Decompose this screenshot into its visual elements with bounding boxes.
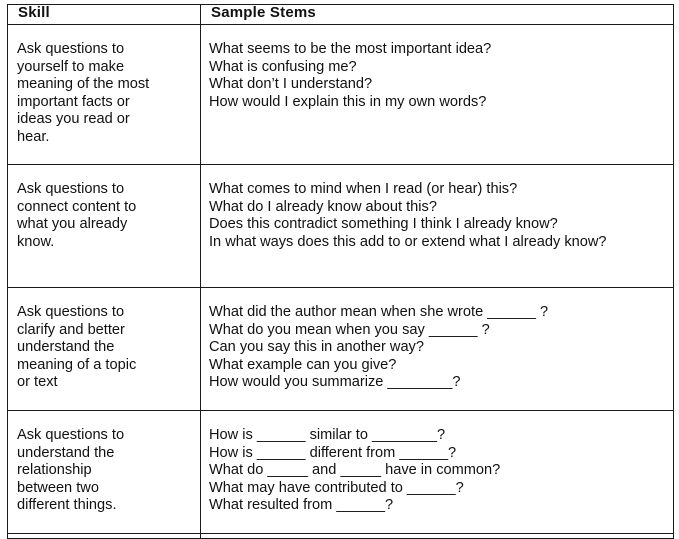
stem-line: How would you summarize ________?: [209, 374, 461, 391]
stem-line: What don’t I understand?: [209, 76, 373, 93]
stem-line: What is confusing me?: [209, 58, 357, 75]
table-row: [8, 165, 674, 288]
stem-line: How is ______ different from ______?: [209, 444, 457, 461]
table-header-row: [8, 5, 674, 25]
skill-cell: [8, 288, 201, 411]
skill-cell: [8, 25, 201, 165]
stem-line: What resulted from ______?: [209, 497, 394, 514]
stem-line: In what ways does this add to or extend what I already know?: [209, 233, 607, 250]
stem-line: What do _____ and _____ have in common?: [209, 462, 501, 479]
header-sample-stems: Sample Stems: [201, 5, 674, 25]
stem-line: Does this contradict something I think I already know?: [209, 216, 558, 233]
skill-cell: [8, 411, 201, 534]
header-skill: Skill: [8, 5, 201, 25]
stems-cell: [201, 25, 674, 165]
stem-line: What may have contributed to ______?: [209, 479, 464, 496]
stem-line: What seems to be the most important idea?: [209, 41, 492, 57]
skill-text: Ask questions to connect content to what you already know.: [17, 181, 137, 250]
stem-line: What example can you give?: [209, 356, 397, 373]
skills-table: [7, 4, 674, 539]
stem-line: What do you mean when you say ______ ?: [209, 321, 490, 338]
table-row: [8, 411, 674, 534]
skill-text: Ask questions to understand the relationship between two different things.: [17, 427, 125, 514]
stem-line: What do I already know about this?: [209, 198, 437, 215]
skill-cell: [8, 165, 201, 288]
table-row: [8, 288, 674, 411]
stems-cell: [201, 411, 674, 534]
stems-cell: [201, 288, 674, 411]
stem-line: Can you say this in another way?: [209, 339, 424, 356]
stems-cell: [201, 165, 674, 288]
stem-line: What comes to mind when I read (or hear) this?: [209, 181, 518, 197]
skill-text: Ask questions to clarify and better understand the meaning of a topic or text: [17, 304, 137, 391]
stem-line: How would I explain this in my own words?: [209, 93, 487, 110]
stem-line: What did the author mean when she wrote ______ ?: [209, 304, 549, 320]
table-row: [8, 25, 674, 165]
skill-text: Ask questions to yourself to make meaning of the most important facts or ideas you read or hear.: [17, 41, 150, 145]
stem-line: How is ______ similar to ________?: [209, 427, 446, 443]
